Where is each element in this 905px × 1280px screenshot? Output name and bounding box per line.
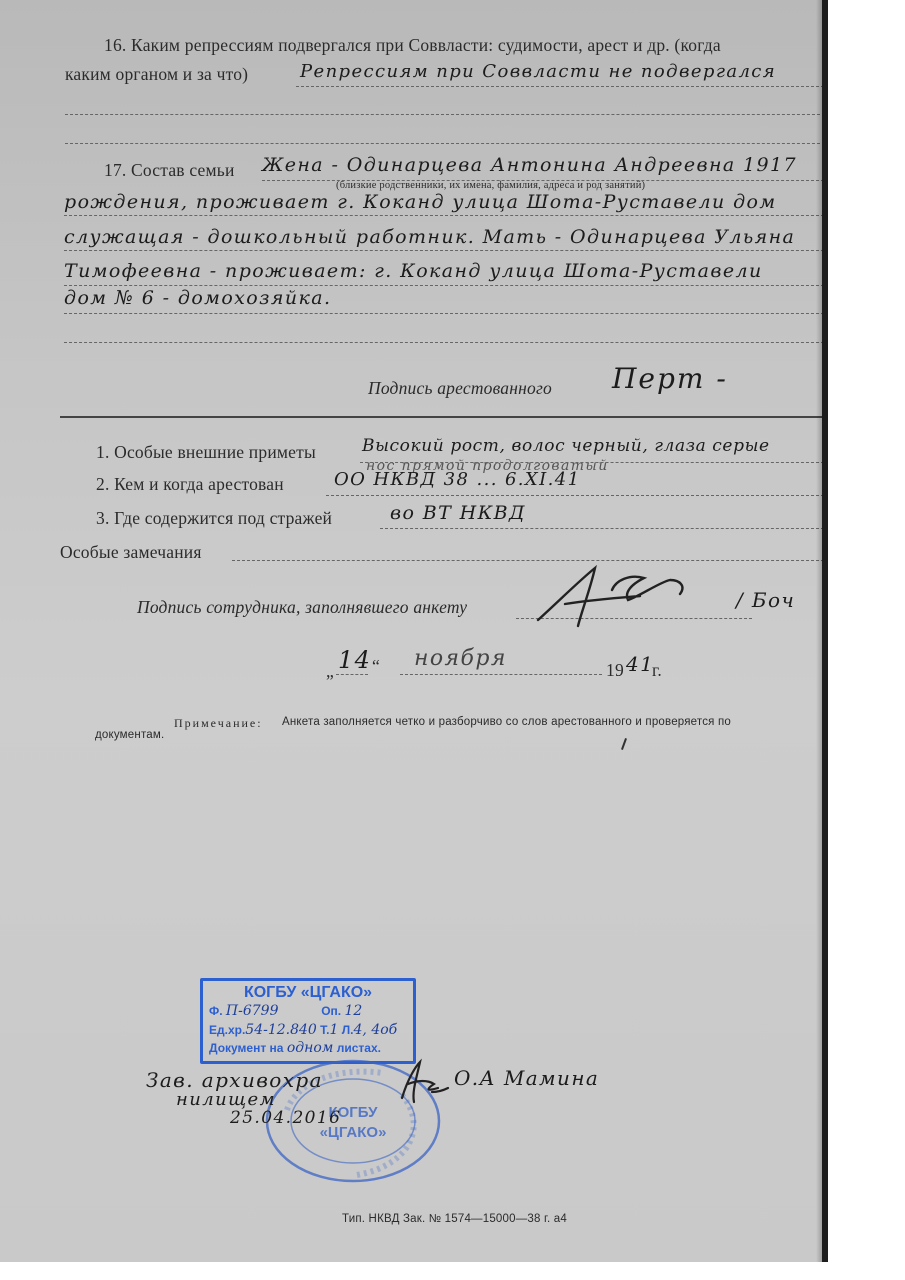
q17-answer-line-1: Жена - Одинарцева Антонина Андреевна 1917 xyxy=(262,154,798,176)
answer-line xyxy=(64,313,824,314)
seal-line-1: КОГБУ xyxy=(328,1104,378,1121)
q17-answer-line-5: дом № 6 - домохозяйка. xyxy=(64,287,332,309)
stamp-l: 4, 4об xyxy=(353,1022,398,1038)
note-label: Примечание: xyxy=(174,716,263,730)
answer-line xyxy=(65,143,825,144)
stamp-fond: П-6799 xyxy=(225,1003,279,1019)
date-line xyxy=(400,674,602,675)
answer-line xyxy=(380,528,824,529)
officer-name: / Боч xyxy=(736,588,796,612)
answer-line xyxy=(64,285,824,286)
remarks-label: Особые замечания xyxy=(60,542,202,562)
stamp-l-label: Л. xyxy=(341,1023,354,1037)
officer-signature-scribble xyxy=(520,560,700,632)
q16-label-line1: 16. Каким репрессиям подвергался при Соввласти: судимости, арест и др. (когда xyxy=(104,35,721,55)
print-footer: Тип. НКВД Зак. № 1574—15000—38 г. а4 xyxy=(342,1213,567,1225)
archivist-date: 25.04.2016 xyxy=(230,1108,342,1128)
archivist-title-1: Зав. архивохра xyxy=(146,1068,323,1092)
stamp-ed-label: Ед.хр. xyxy=(209,1023,246,1037)
answer-line xyxy=(64,250,824,251)
answer-line xyxy=(64,342,824,343)
date-year: 41 xyxy=(626,652,655,676)
item-1-value: Высокий рост, волос черный, глаза серые xyxy=(362,436,770,456)
answer-line xyxy=(65,114,825,115)
date-day: 14 xyxy=(338,646,372,674)
date-open-quote: „ xyxy=(326,661,334,681)
date-year-prefix: 19 xyxy=(606,660,624,680)
date-suffix: г. xyxy=(652,660,662,680)
date-month: ноября xyxy=(414,646,507,671)
answer-line xyxy=(326,495,824,496)
arrested-signature-label: Подпись арестованного xyxy=(368,378,552,398)
answer-line xyxy=(296,86,824,87)
item-3-label: 3. Где содержится под стражей xyxy=(96,508,333,528)
date-line xyxy=(336,674,368,675)
stamp-doc: одном xyxy=(286,1040,334,1056)
stamp-fond-label: Ф. xyxy=(209,1004,223,1018)
answer-line xyxy=(360,462,824,463)
stamp-ed: 54-12.840 xyxy=(245,1022,317,1038)
archivist-title-2: нилищем xyxy=(176,1089,276,1110)
stamp-doc-label: Документ на xyxy=(209,1041,284,1055)
q17-answer-line-3: служащая - дошкольный работник. Мать - Одинарцева Ульяна xyxy=(64,226,796,248)
arrested-signature: Перт - xyxy=(612,362,728,395)
scan-edge xyxy=(822,0,828,1262)
q17-label: 17. Состав семьи xyxy=(104,160,235,180)
item-3-value: во ВТ НКВД xyxy=(390,502,526,524)
note-text-2: документам. xyxy=(95,729,165,741)
q16-label-line2: каким органом и за что) xyxy=(65,64,249,84)
answer-line xyxy=(64,215,824,216)
stamp-t: 1 xyxy=(329,1022,339,1038)
note-text: Анкета заполняется четко и разборчиво со слов арестованного и проверяется по xyxy=(282,716,732,728)
q17-answer-line-4: Тимофеевна - проживает: г. Коканд улица Шота-Руставели xyxy=(64,260,763,282)
section-divider xyxy=(60,416,825,418)
item-1-label: 1. Особые внешние приметы xyxy=(96,442,316,462)
date-close-quote: “ xyxy=(372,656,380,676)
stamp-doc-suffix: листах. xyxy=(336,1041,381,1055)
stamp-op-label: Оп. xyxy=(321,1004,342,1018)
stamp-t-label: Т. xyxy=(320,1023,330,1037)
stray-mark xyxy=(621,738,627,750)
archivist-signature xyxy=(394,1058,454,1108)
item-1-value-2: нос прямой продолговатый xyxy=(366,458,609,474)
officer-signature-text xyxy=(556,606,594,619)
officer-signature-label: Подпись сотрудника, заполнявшего анкету xyxy=(137,597,468,617)
stamp-op: 12 xyxy=(344,1003,363,1019)
seal-line-2: «ЦГАКО» xyxy=(319,1124,387,1141)
answer-line xyxy=(262,180,824,181)
item-2-label: 2. Кем и когда арестован xyxy=(96,474,284,494)
archivist-name: О.А Мамина xyxy=(454,1066,600,1090)
q17-answer-line-2: рождения, проживает г. Коканд улица Шота-Руставели дом xyxy=(64,191,777,213)
item-2-value: ОО НКВД 38 ... 6.XI.41 xyxy=(334,469,581,490)
archive-stamp xyxy=(200,978,416,1064)
archive-stamp-title: КОГБУ «ЦГАКО» xyxy=(243,984,373,1001)
q17-hint: (близкие родственники, их имена, фамилия, адреса и род занятий) xyxy=(336,180,646,191)
q16-answer: Репрессиям при Соввласти не подвергался xyxy=(300,61,777,82)
